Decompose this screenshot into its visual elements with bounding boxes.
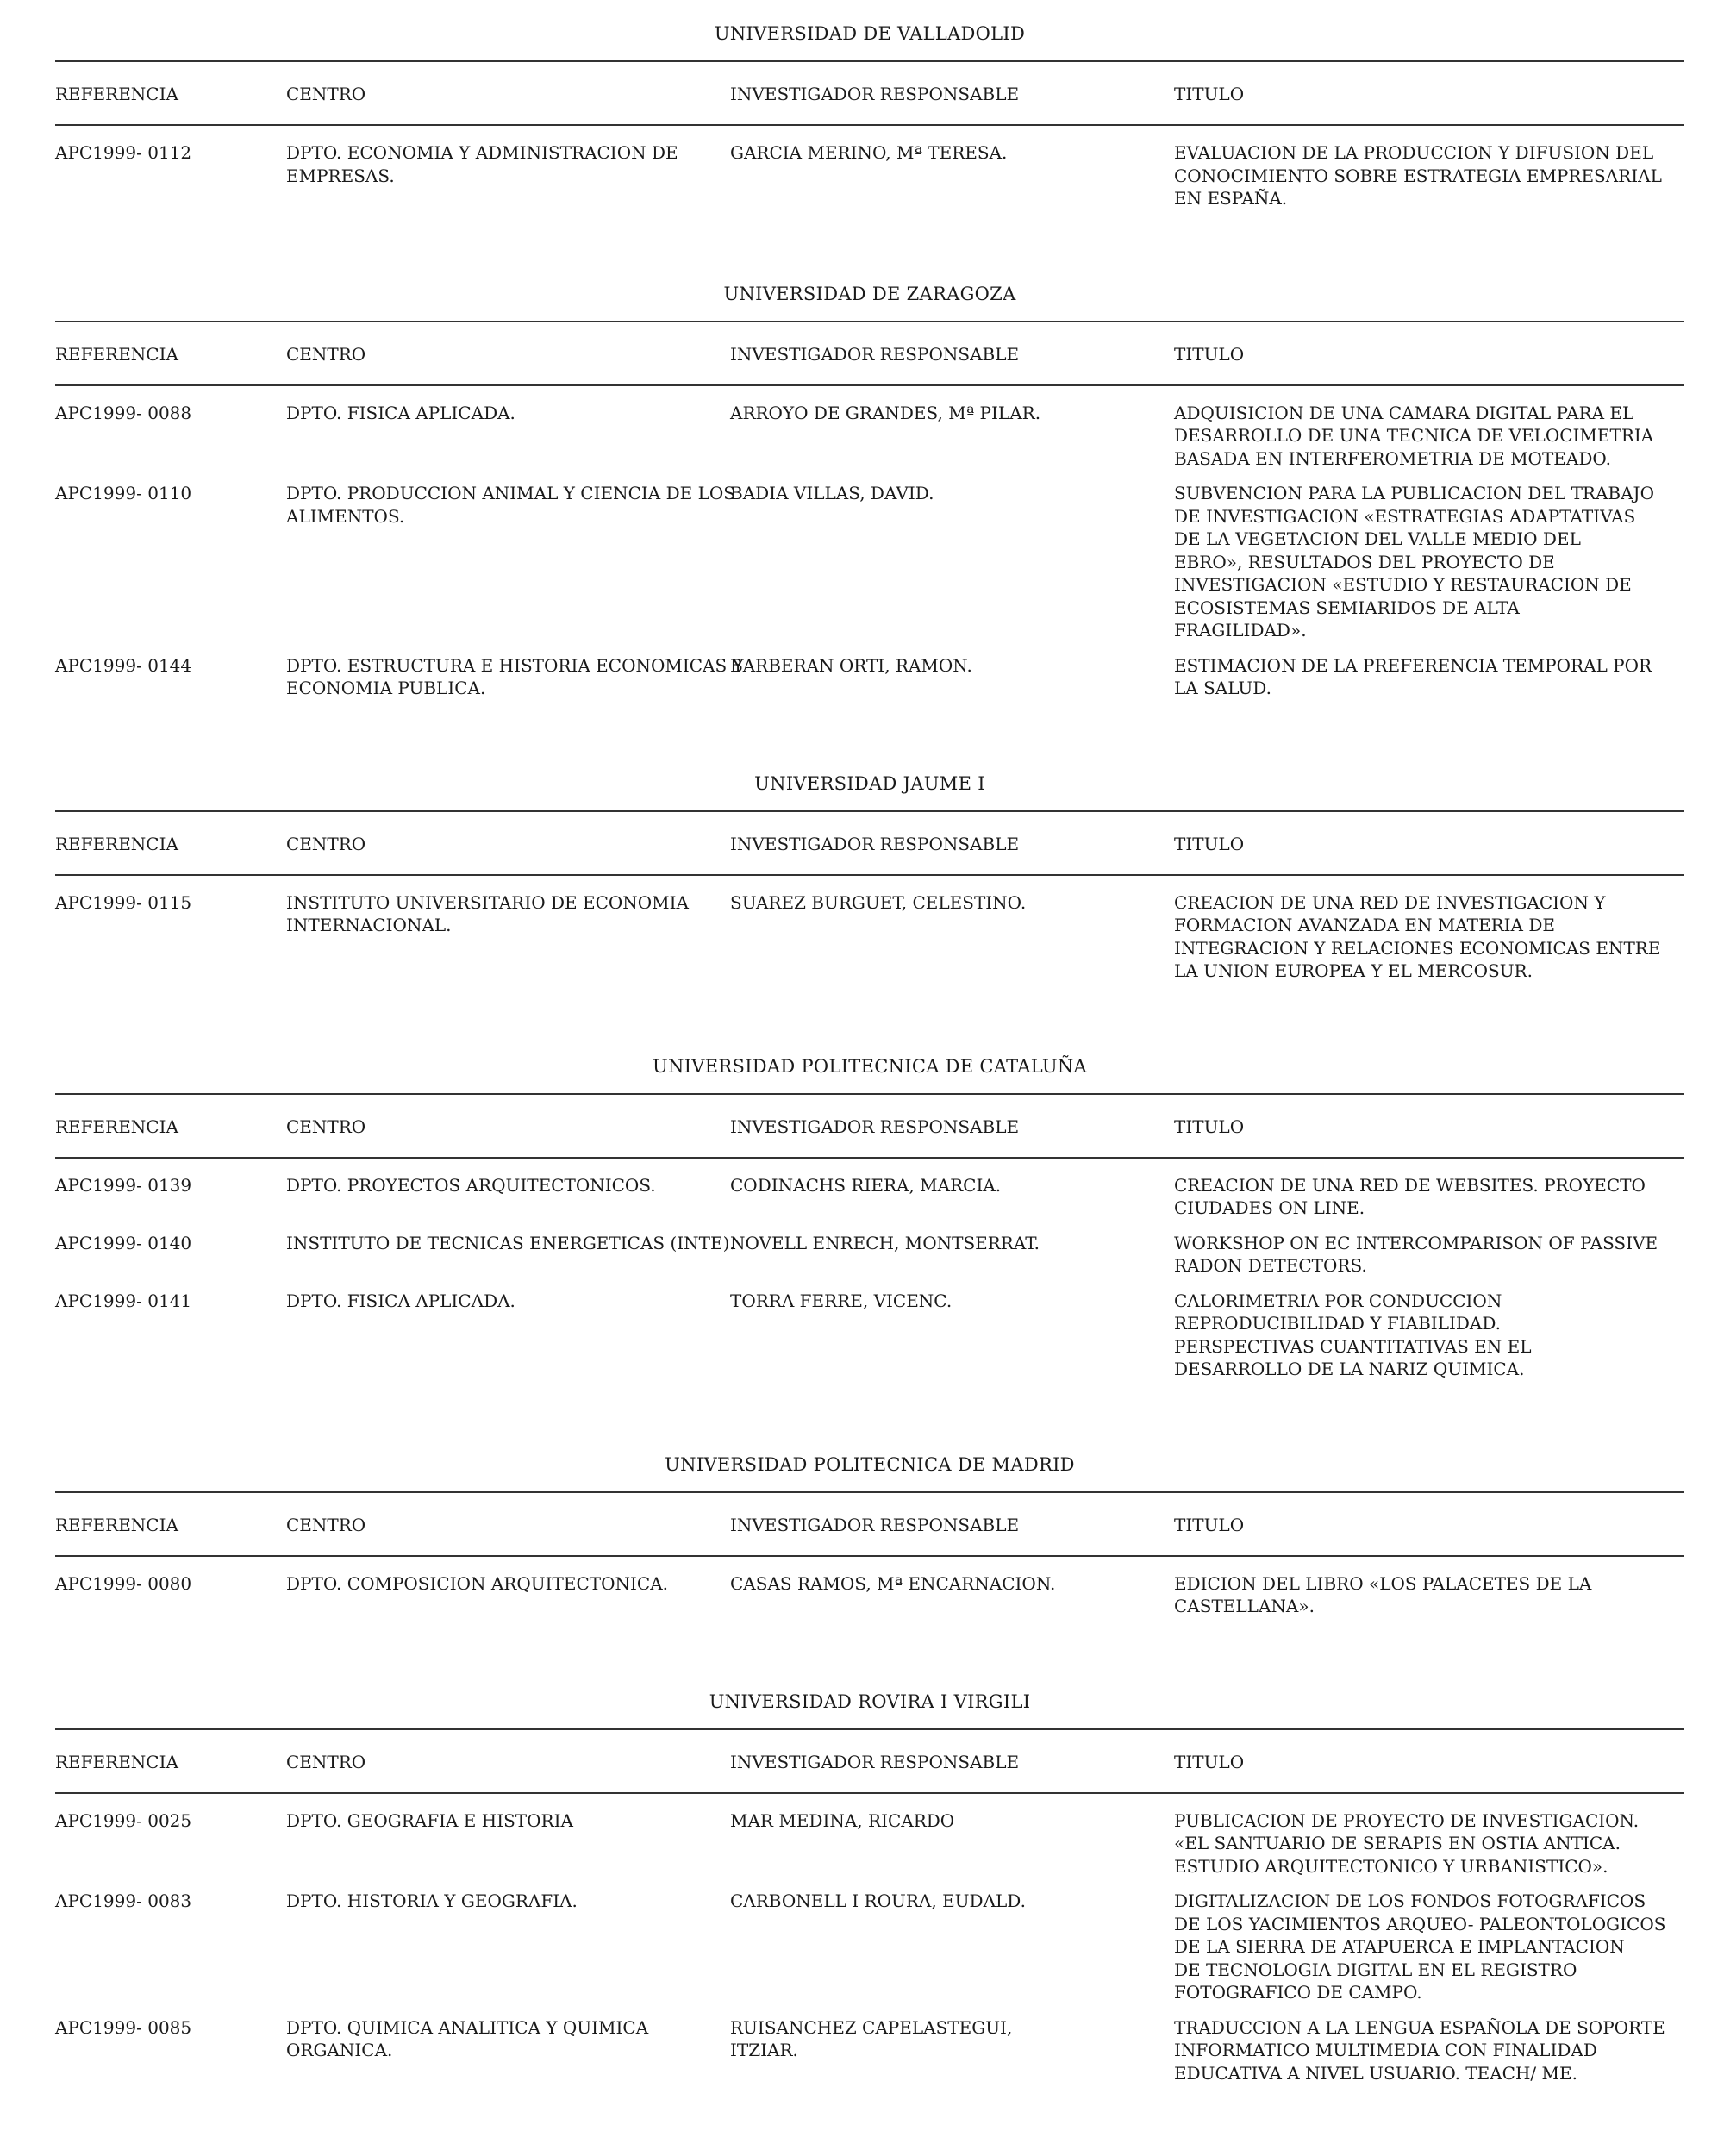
cell-titulo: [1174, 482, 1657, 642]
text-line: DPTO. PROYECTOS ARQUITECTONICOS.: [286, 1174, 656, 1196]
text-line: DESARROLLO DE UNA TECNICA DE VELOCIMETRIA: [1174, 425, 1654, 446]
table-row: [55, 1290, 1684, 1381]
text-line: DPTO. COMPOSICION ARQUITECTONICA.: [286, 1572, 668, 1594]
table-rows: [55, 126, 1684, 210]
cell-referencia: APC1999- 0110: [55, 483, 192, 503]
text-line: NOVELL ENRECH, MONTSERRAT.: [730, 1232, 1040, 1253]
university-title: UNIVERSIDAD ROVIRA I VIRGILI: [55, 1668, 1684, 1730]
cell-referencia: APC1999- 0144: [55, 654, 192, 676]
cell-centro: [286, 482, 735, 642]
column-header-row: [55, 322, 1684, 386]
header-referencia: REFERENCIA: [55, 1115, 178, 1137]
cell-titulo: [1174, 1572, 1657, 1618]
table-row: [55, 654, 1684, 700]
text-line: PERSPECTIVAS CUANTITATIVAS EN EL: [1174, 1335, 1532, 1357]
text-line: CREACION DE UNA RED DE WEBSITES. PROYECTO: [1174, 1174, 1646, 1196]
cell-centro: [286, 141, 730, 210]
header-centro: CENTRO: [286, 343, 366, 365]
cell-referencia: APC1999- 0080: [55, 1572, 192, 1594]
header-centro: CENTRO: [286, 833, 366, 854]
text-line: DE INVESTIGACION «ESTRATEGIAS ADAPTATIVAS: [1174, 505, 1636, 527]
cell-centro: [286, 402, 730, 471]
cell-investigador: [730, 1174, 1174, 1220]
text-line: DPTO. HISTORIA Y GEOGRAFIA.: [286, 1890, 578, 1911]
text-line: DE LOS YACIMIENTOS ARQUEO- PALEONTOLOGICOS: [1174, 1913, 1666, 1934]
table-row: [55, 482, 1684, 642]
header-referencia: REFERENCIA: [55, 833, 178, 854]
header-centro: CENTRO: [286, 1115, 366, 1137]
cell-centro: [286, 2016, 730, 2085]
cell-investigador: [730, 891, 1174, 983]
header-investigador: INVESTIGADOR RESPONSABLE: [730, 1751, 1020, 1772]
table-rows: [55, 1159, 1684, 1381]
table-rows: [55, 386, 1684, 700]
header-referencia: REFERENCIA: [55, 1514, 178, 1535]
text-line: SUBVENCION PARA LA PUBLICACION DEL TRABAJO: [1174, 483, 1654, 503]
table-row: [55, 1174, 1684, 1220]
table-row: [55, 1572, 1684, 1618]
header-centro: CENTRO: [286, 1514, 366, 1535]
text-line: ALIMENTOS.: [286, 505, 405, 527]
cell-centro: [286, 1809, 730, 1878]
text-line: CIUDADES ON LINE.: [1174, 1197, 1365, 1218]
header-titulo: TITULO: [1174, 1115, 1245, 1137]
text-line: CASAS RAMOS, Mª ENCARNACION.: [730, 1572, 1056, 1594]
cell-titulo: [1174, 1809, 1657, 1878]
text-line: CODINACHS RIERA, MARCIA.: [730, 1174, 1002, 1196]
text-line: DPTO. ESTRUCTURA E HISTORIA ECONOMICAS Y: [286, 654, 744, 676]
cell-investigador: [730, 482, 1174, 642]
text-line: DPTO. ECONOMIA Y ADMINISTRACION DE: [286, 142, 678, 163]
header-titulo: TITULO: [1174, 1751, 1245, 1772]
text-line: CARBONELL I ROURA, EUDALD.: [730, 1890, 1026, 1911]
header-titulo: TITULO: [1174, 833, 1245, 854]
text-line: FRAGILIDAD».: [1174, 620, 1307, 641]
cell-referencia: APC1999- 0085: [55, 2016, 192, 2038]
text-line: «EL SANTUARIO DE SERAPIS EN OSTIA ANTICA.: [1174, 1833, 1621, 1853]
table-row: [55, 1890, 1684, 2004]
text-line: ITZIAR.: [730, 2040, 798, 2060]
text-line: FOTOGRAFICO DE CAMPO.: [1174, 1982, 1422, 2003]
cell-titulo: [1174, 1890, 1666, 2004]
text-line: REPRODUCIBILIDAD Y FIABILIDAD.: [1174, 1313, 1502, 1334]
text-line: PUBLICACION DE PROYECTO DE INVESTIGACION.: [1174, 1809, 1640, 1831]
table-row: [55, 2016, 1684, 2085]
cell-centro: [286, 1890, 730, 2004]
cell-titulo: [1174, 141, 1662, 210]
text-line: ESTUDIO ARQUITECTONICO Y URBANISTICO».: [1174, 1855, 1608, 1877]
text-line: INTEGRACION Y RELACIONES ECONOMICAS ENTRE: [1174, 937, 1661, 959]
table-row: [55, 891, 1684, 983]
text-line: DE LA SIERRA DE ATAPUERCA E IMPLANTACION: [1174, 1936, 1625, 1957]
university-section: [55, 0, 1684, 210]
text-line: EDICION DEL LIBRO «LOS PALACETES DE LA: [1174, 1572, 1592, 1594]
header-referencia: REFERENCIA: [55, 84, 178, 104]
cell-centro: [286, 1232, 735, 1278]
university-title: UNIVERSIDAD JAUME I: [55, 750, 1684, 812]
university-section: [55, 750, 1684, 983]
cell-investigador: [730, 141, 1174, 210]
table-row: [55, 402, 1684, 471]
cell-titulo: [1174, 1232, 1657, 1278]
cell-centro: [286, 654, 744, 700]
cell-referencia: APC1999- 0139: [55, 1174, 192, 1196]
cell-centro: [286, 1572, 730, 1618]
text-line: CONOCIMIENTO SOBRE ESTRATEGIA EMPRESARIAL: [1174, 165, 1662, 186]
section-spacer: [55, 222, 1684, 260]
text-line: ADQUISICION DE UNA CAMARA DIGITAL PARA EL: [1174, 402, 1634, 423]
text-line: EDUCATIVA A NIVEL USUARIO. TEACH/ ME.: [1174, 2062, 1577, 2084]
text-line: EBRO», RESULTADOS DEL PROYECTO DE: [1174, 551, 1555, 572]
header-referencia: REFERENCIA: [55, 343, 178, 365]
university-title: UNIVERSIDAD POLITECNICA DE MADRID: [55, 1431, 1684, 1493]
text-line: TRADUCCION A LA LENGUA ESPAÑOLA DE SOPORTE: [1174, 2016, 1665, 2038]
table-row: [55, 1809, 1684, 1878]
text-line: ARROYO DE GRANDES, Mª PILAR.: [730, 402, 1041, 423]
text-line: DPTO. GEOGRAFIA E HISTORIA: [286, 1809, 573, 1831]
text-line: RUISANCHEZ CAPELASTEGUI,: [730, 2016, 1013, 2038]
section-spacer: [55, 712, 1684, 750]
text-line: DPTO. PRODUCCION ANIMAL Y CIENCIA DE LOS: [286, 483, 735, 503]
section-spacer: [55, 1393, 1684, 1431]
header-investigador: INVESTIGADOR RESPONSABLE: [730, 84, 1020, 104]
text-line: CASTELLANA».: [1174, 1596, 1315, 1616]
header-centro: CENTRO: [286, 84, 366, 104]
cell-investigador: [730, 1232, 1174, 1278]
cell-referencia: APC1999- 0088: [55, 402, 192, 423]
text-line: EN ESPAÑA.: [1174, 188, 1288, 209]
section-spacer: [55, 995, 1684, 1033]
text-line: BARBERAN ORTI, RAMON.: [730, 654, 972, 676]
university-title: UNIVERSIDAD DE ZARAGOZA: [55, 260, 1684, 322]
text-line: WORKSHOP ON EC INTERCOMPARISON OF PASSIVE: [1174, 1232, 1658, 1253]
header-investigador: INVESTIGADOR RESPONSABLE: [730, 1514, 1020, 1535]
text-line: ECONOMIA PUBLICA.: [286, 678, 486, 698]
cell-titulo: [1174, 2016, 1665, 2085]
cell-referencia: APC1999- 0140: [55, 1232, 192, 1253]
text-line: EMPRESAS.: [286, 165, 395, 186]
header-centro: CENTRO: [286, 1751, 366, 1772]
text-line: DIGITALIZACION DE LOS FONDOS FOTOGRAFICOS: [1174, 1890, 1646, 1911]
cell-centro: [286, 1290, 730, 1381]
text-line: LA SALUD.: [1174, 678, 1271, 698]
text-line: LA UNION EUROPEA Y EL MERCOSUR.: [1174, 960, 1533, 981]
column-header-row: [55, 1730, 1684, 1794]
header-titulo: TITULO: [1174, 343, 1245, 365]
text-line: DPTO. FISICA APLICADA.: [286, 402, 515, 423]
table-rows: [55, 1557, 1684, 1618]
cell-investigador: [730, 1290, 1174, 1381]
cell-investigador: [730, 1572, 1174, 1618]
university-section: [55, 1033, 1684, 1381]
text-line: MAR MEDINA, RICARDO: [730, 1809, 955, 1831]
cell-referencia: APC1999- 0112: [55, 142, 192, 163]
text-line: GARCIA MERINO, Mª TERESA.: [730, 142, 1008, 163]
section-spacer: [55, 1630, 1684, 1668]
header-titulo: TITULO: [1174, 84, 1245, 104]
header-referencia: REFERENCIA: [55, 1751, 178, 1772]
cell-investigador: [730, 654, 1174, 700]
cell-investigador: [730, 402, 1174, 471]
text-line: ESTIMACION DE LA PREFERENCIA TEMPORAL POR: [1174, 654, 1652, 676]
university-section: [55, 1668, 1684, 2085]
text-line: TORRA FERRE, VICENC.: [730, 1290, 953, 1311]
column-header-row: [55, 812, 1684, 876]
header-investigador: INVESTIGADOR RESPONSABLE: [730, 833, 1020, 854]
header-investigador: INVESTIGADOR RESPONSABLE: [730, 1115, 1020, 1137]
university-section: [55, 1431, 1684, 1618]
header-investigador: INVESTIGADOR RESPONSABLE: [730, 343, 1020, 365]
text-line: DESARROLLO DE LA NARIZ QUIMICA.: [1174, 1359, 1525, 1379]
text-line: INSTITUTO DE TECNICAS ENERGETICAS (INTE).: [286, 1232, 735, 1253]
text-line: INSTITUTO UNIVERSITARIO DE ECONOMIA: [286, 891, 690, 913]
table-rows: [55, 1794, 1684, 2085]
text-line: INTERNACIONAL.: [286, 915, 452, 935]
cell-centro: [286, 891, 730, 983]
document: [55, 0, 1684, 2097]
text-line: DE LA VEGETACION DEL VALLE MEDIO DEL: [1174, 528, 1581, 549]
column-header-row: [55, 1095, 1684, 1159]
cell-investigador: [730, 1809, 1174, 1878]
cell-investigador: [730, 2016, 1174, 2085]
text-line: INVESTIGACION «ESTUDIO Y RESTAURACION DE: [1174, 574, 1632, 595]
table-rows: [55, 876, 1684, 983]
cell-referencia: APC1999- 0115: [55, 891, 192, 913]
text-line: CREACION DE UNA RED DE INVESTIGACION Y: [1174, 891, 1606, 913]
cell-referencia: APC1999- 0083: [55, 1890, 192, 1911]
cell-titulo: [1174, 891, 1661, 983]
cell-titulo: [1174, 654, 1657, 700]
university-title: UNIVERSIDAD POLITECNICA DE CATALUÑA: [55, 1033, 1684, 1095]
cell-titulo: [1174, 1290, 1657, 1381]
text-line: DPTO. QUIMICA ANALITICA Y QUIMICA: [286, 2016, 649, 2038]
table-row: [55, 1232, 1684, 1278]
text-line: CALORIMETRIA POR CONDUCCION: [1174, 1290, 1502, 1311]
text-line: DE TECNOLOGIA DIGITAL EN EL REGISTRO: [1174, 1959, 1577, 1980]
cell-referencia: APC1999- 0025: [55, 1809, 192, 1831]
cell-investigador: [730, 1890, 1174, 2004]
column-header-row: [55, 62, 1684, 126]
text-line: ORGANICA.: [286, 2040, 393, 2060]
text-line: BASADA EN INTERFEROMETRIA DE MOTEADO.: [1174, 447, 1611, 469]
text-line: BADIA VILLAS, DAVID.: [730, 483, 934, 503]
cell-titulo: [1174, 1174, 1657, 1220]
header-titulo: TITULO: [1174, 1514, 1245, 1535]
text-line: RADON DETECTORS.: [1174, 1255, 1367, 1276]
text-line: DPTO. FISICA APLICADA.: [286, 1290, 515, 1311]
cell-centro: [286, 1174, 730, 1220]
university-title: UNIVERSIDAD DE VALLADOLID: [55, 0, 1684, 62]
university-section: [55, 260, 1684, 700]
text-line: SUAREZ BURGUET, CELESTINO.: [730, 891, 1027, 913]
column-header-row: [55, 1493, 1684, 1557]
text-line: FORMACION AVANZADA EN MATERIA DE: [1174, 915, 1555, 935]
cell-referencia: APC1999- 0141: [55, 1290, 192, 1311]
text-line: EVALUACION DE LA PRODUCCION Y DIFUSION DEL: [1174, 142, 1654, 163]
text-line: INFORMATICO MULTIMEDIA CON FINALIDAD: [1174, 2040, 1597, 2060]
cell-titulo: [1174, 402, 1657, 471]
text-line: ECOSISTEMAS SEMIARIDOS DE ALTA: [1174, 597, 1520, 618]
table-row: [55, 141, 1684, 210]
